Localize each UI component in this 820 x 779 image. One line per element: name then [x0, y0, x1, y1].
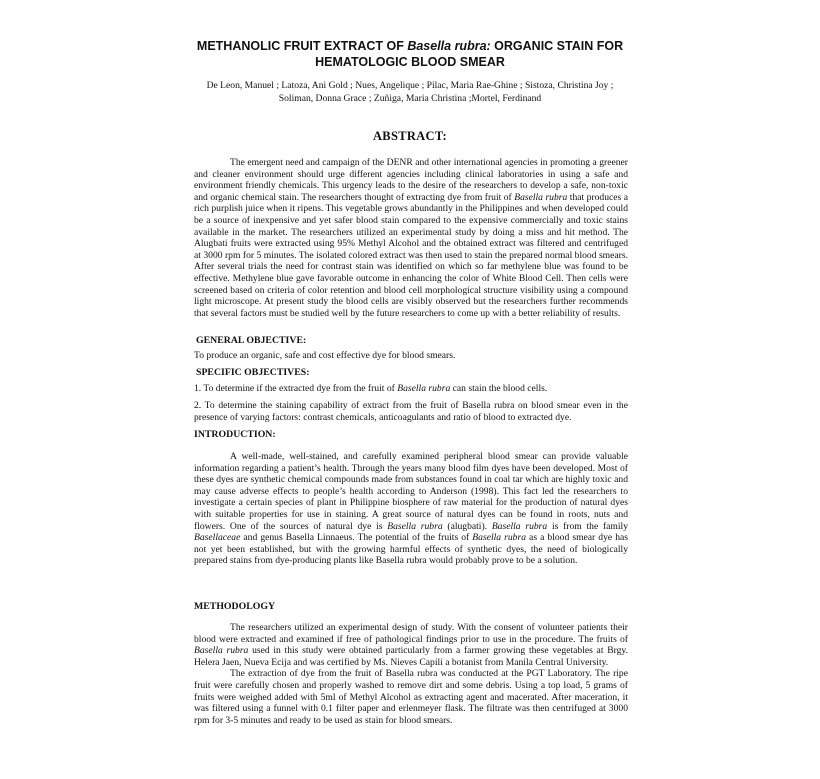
general-objective-heading: GENERAL OBJECTIVE: — [196, 335, 307, 346]
intro-text-d: and genus Basella Linnaeus. The potential of the fruits of — [240, 532, 473, 544]
objective-1-text-a: 1. To determine if the extracted dye from the fruit of — [194, 383, 398, 394]
abstract-body — [194, 157, 628, 319]
methodology-paragraph-1 — [194, 622, 628, 668]
introduction-paragraph — [194, 451, 628, 567]
objective-1-species: Basella rubra — [397, 383, 451, 394]
title-suffix: ORGANIC STAIN FOR HEMATOLOGIC BLOOD SMEAR — [315, 39, 624, 69]
abstract-paragraph — [194, 157, 628, 319]
abstract-species: Basella rubra — [514, 191, 568, 203]
specific-objective-1 — [194, 383, 628, 395]
abstract-heading: ABSTRACT: — [372, 129, 447, 143]
intro-family: Basellaceae — [194, 532, 241, 544]
intro-text-e: as a blood smear dye has not yet been established, but with the growing harmful effects of synthetic dyes, the need of biologically prepared stains from dye-producing plants like Basella rubra would probably prove to be a solution. — [194, 532, 628, 567]
specific-objectives-heading: SPECIFIC OBJECTIVES: — [196, 367, 310, 378]
intro-text-c: is from the family — [547, 520, 628, 532]
method-species: Basella rubra — [194, 645, 249, 657]
author-list: De Leon, Manuel ; Latoza, Ani Gold ; Nues, Angelique ; Pilac, Maria Rae-Ghine ; Sistoza, Christina Joy ; Soliman, Donna Grace ; Zuñiga, Maria Christina ;Mortel, Ferdinand — [206, 80, 614, 104]
intro-species-1: Basella rubra — [387, 520, 443, 532]
general-objective-text: To produce an organic, safe and cost effective dye for blood smears. — [194, 350, 456, 361]
intro-text-b: (alugbati). — [442, 520, 492, 532]
title-prefix: METHANOLIC FRUIT EXTRACT OF — [196, 39, 408, 53]
methodology-heading: METHODOLOGY — [194, 601, 276, 612]
intro-species-2: Basella rubra — [491, 520, 548, 532]
method-text-b: used in this study were obtained particularly from a farmer growing these vegetables at Brgy. Helera Jaen, Nueva Ecija and was certified by Ms. Nieves Capili a botanist from Manila Central University. — [194, 645, 628, 668]
method-text-a: The researchers utilized an experimental design of study. With the consent of volunteer patients their blood were extracted and examined if free of pathological findings prior to use in the procedure. The fruits of — [194, 622, 628, 645]
methodology-body — [194, 622, 628, 726]
paper-title — [180, 38, 640, 70]
specific-objective-2: 2. To determine the staining capability of extract from the fruit of Basella rubra on blood smear even in the presence of varying factors: contrast chemicals, anticoagulants and ratio of blood to extracted dye. — [194, 400, 628, 423]
abstract-text-b: that produces a rich purplish juice when it ripens. This vegetable grows abundantly in the Philippines and when developed could be a source of inexpensive and yet safer blood stain compared to the expensive commercially and toxic stains available in the market. The researchers utilized an experimental study by doing a miss and hit method. The Alugbati fruits were extracted using 95% Methyl Alcohol and the obtained extract was filtered and centrifuged at 3000 rpm for 5 minutes. The isolated colored extract was then used to stain the prepared normal blood smears. After several trials the need for contrast stain was identified on which so far methylene blue was found to be effective. Methylene blue gave favorable outcome in enhancing the color of White Blood Cell. Then cells were screened based on criteria of color retention and blood cell morphological structure visibility using a compound light microscope. At present study the blood cells are visibly observed but the researchers further recommends that several factors must be studied well by the future researchers to come up with a better reliability of results. — [194, 191, 628, 319]
methodology-paragraph-2: The extraction of dye from the fruit of Basella rubra was conducted at the PGT Laboratory. The ripe fruit were carefully chosen and properly washed to remove dirt and some debris. Using a top load, 5 grams of fruits were weighed added with 5ml of Methyl Alcohol as extracting agent and macerated. After maceration, it was filtered using a funnel with 0.1 filter paper and erlenmeyer flask. The filtrate was then centrifuged at 3000 rpm for 3-5 minutes and ready to be used as stain for blood smears. — [194, 668, 628, 726]
introduction-body — [194, 451, 628, 567]
introduction-heading: INTRODUCTION: — [194, 429, 276, 440]
abstract-text-a: The emergent need and campaign of the DENR and other international agencies in promoting a greener and cleaner environment should urge different agencies including clinical laboratories in using a safe and environment friendly chemicals. This urgency leads to the desire of the researchers to develop a safe, non-toxic and organic chemical stain. The researchers thought of extracting dye from fruit of — [194, 157, 628, 203]
intro-species-3: Basella rubra — [472, 532, 526, 544]
intro-text-a: A well-made, well-stained, and carefully examined peripheral blood smear can provide valuable information regarding a patient’s health. Through the years many blood film dyes have been developed. Most of these dyes are synthetic chemical compounds made from substances found in coal tar which are highly toxic and may cause adverse effects to people’s health according to Anderson (1998). This fact led the researchers to investigate a certain species of plant in Philippine biosphere of raw material for the production of natural dyes with suitable properties for use in staining. A great source of natural dyes can be found in roots, nuts and flowers. One of the sources of natural dye is — [194, 451, 628, 532]
title-species: Basella rubra: — [407, 39, 491, 53]
objective-1-text-b: can stain the blood cells. — [450, 383, 548, 394]
